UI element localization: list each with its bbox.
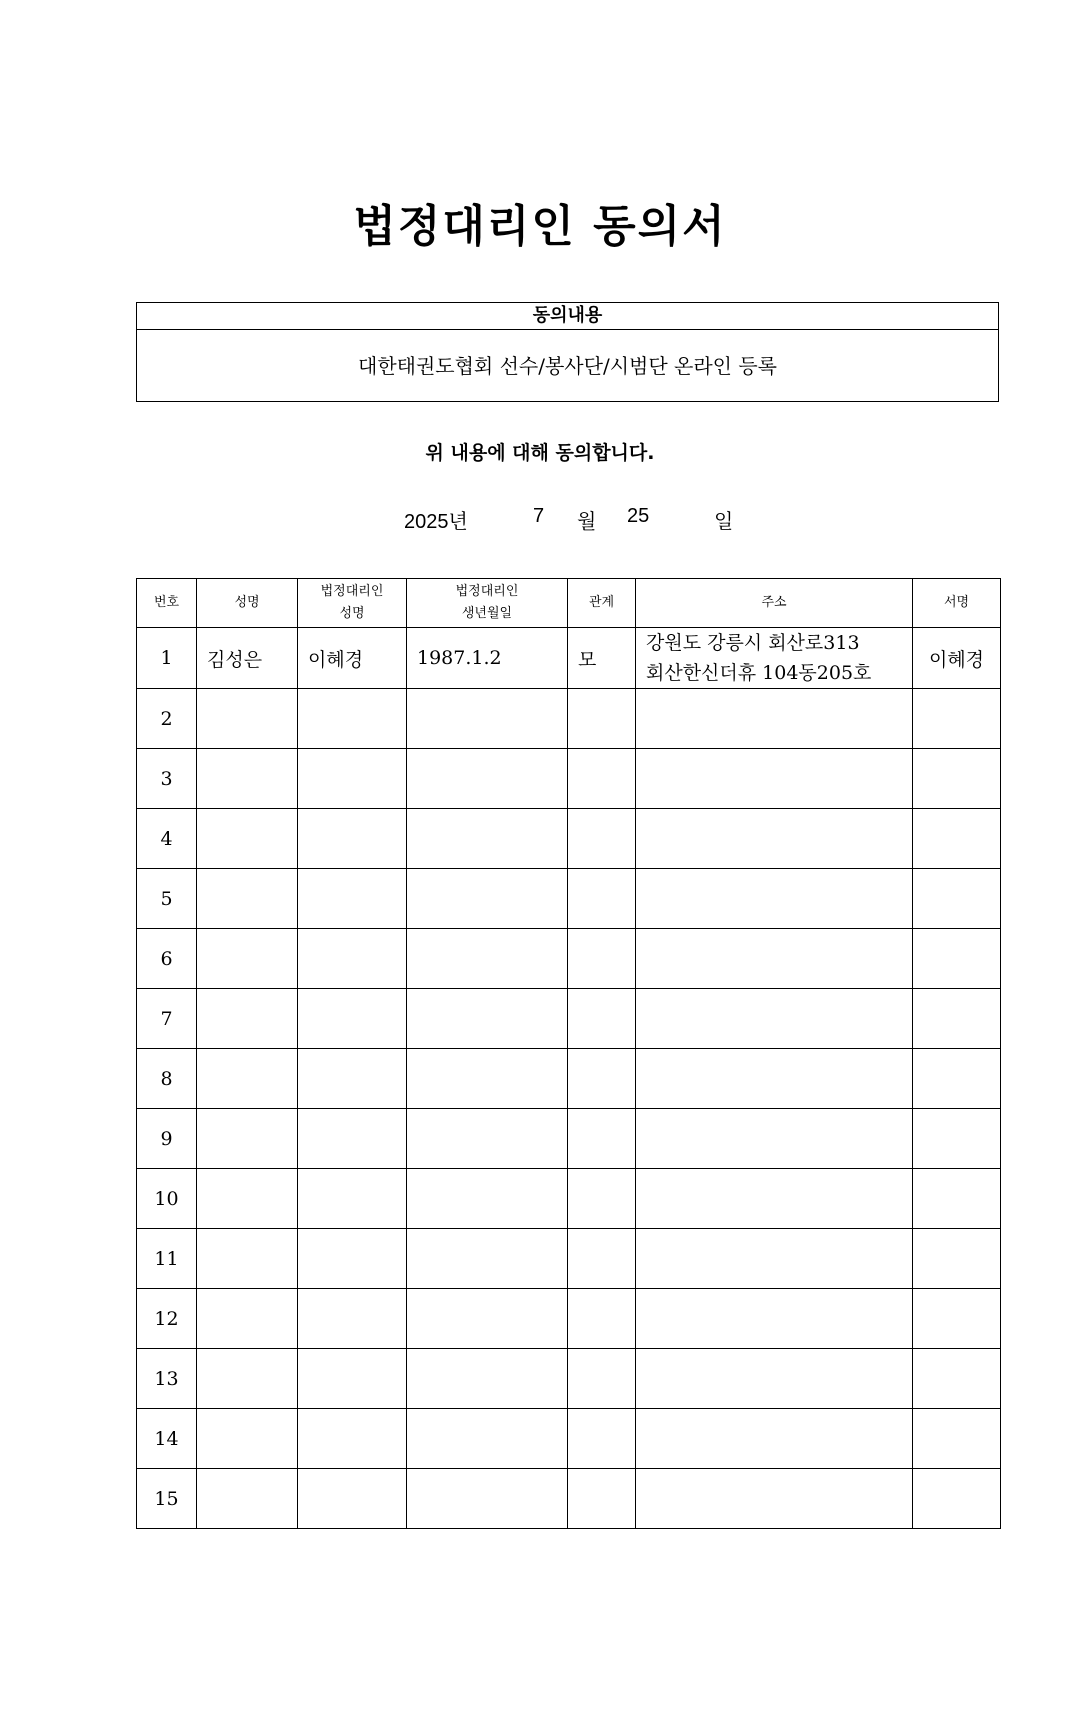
cell-name — [197, 869, 298, 929]
cell-signature — [913, 1109, 1001, 1169]
date-day-unit: 일 — [714, 511, 734, 533]
header-rep-birth-line1: 법정대리인 — [455, 584, 519, 599]
cell-rep-name — [298, 689, 407, 749]
cell-signature — [913, 1469, 1001, 1529]
cell-relation — [568, 1229, 636, 1289]
header-rep-birth-line2: 생년월일 — [461, 606, 513, 621]
cell-signature — [913, 809, 1001, 869]
cell-relation — [568, 1469, 636, 1529]
cell-name: 김성은 — [197, 628, 298, 689]
cell-signature — [913, 869, 1001, 929]
cell-rep-name — [298, 1409, 407, 1469]
cell-signature — [913, 1349, 1001, 1409]
cell-rep-name — [298, 1349, 407, 1409]
table-row — [137, 1229, 1001, 1289]
table-row — [137, 989, 1001, 1049]
representative-table — [136, 578, 1001, 1529]
date-month: 7 — [533, 505, 545, 527]
cell-signature — [913, 1169, 1001, 1229]
cell-rep-birth — [407, 929, 568, 989]
cell-relation — [568, 869, 636, 929]
consent-body: 대한태권도협회 선수/봉사단/시범단 온라인 등록 — [358, 354, 777, 378]
cell-name — [197, 1229, 298, 1289]
table-row — [137, 1409, 1001, 1469]
table-row — [137, 1049, 1001, 1109]
table-row — [137, 809, 1001, 869]
cell-name — [197, 1049, 298, 1109]
cell-signature — [913, 689, 1001, 749]
header-relation: 관계 — [568, 579, 636, 628]
cell-no: 11 — [137, 1229, 197, 1289]
table-row — [137, 1109, 1001, 1169]
cell-rep-name: 이혜경 — [298, 628, 407, 689]
cell-rep-birth — [407, 1349, 568, 1409]
cell-rep-birth — [407, 1409, 568, 1469]
cell-address — [636, 1349, 913, 1409]
cell-rep-name — [298, 989, 407, 1049]
header-rep-birth — [407, 579, 568, 628]
cell-name — [197, 1349, 298, 1409]
cell-rep-birth — [407, 1469, 568, 1529]
cell-address — [636, 869, 913, 929]
cell-rep-name — [298, 1289, 407, 1349]
cell-relation — [568, 1169, 636, 1229]
cell-rep-name — [298, 1169, 407, 1229]
cell-relation — [568, 989, 636, 1049]
cell-rep-name — [298, 1109, 407, 1169]
cell-relation: 모 — [568, 628, 636, 689]
cell-rep-name — [298, 1469, 407, 1529]
cell-address — [636, 1109, 913, 1169]
table-row — [137, 1289, 1001, 1349]
cell-name — [197, 1409, 298, 1469]
cell-rep-birth — [407, 749, 568, 809]
header-rep-name — [298, 579, 407, 628]
table-row — [137, 1469, 1001, 1529]
cell-name — [197, 809, 298, 869]
date-month-unit: 월 — [577, 511, 597, 533]
cell-signature — [913, 749, 1001, 809]
table-row — [137, 749, 1001, 809]
consent-header: 동의내용 — [137, 303, 998, 330]
cell-address — [636, 1169, 913, 1229]
cell-name — [197, 1169, 298, 1229]
cell-no: 8 — [137, 1049, 197, 1109]
cell-rep-name — [298, 929, 407, 989]
cell-no: 12 — [137, 1289, 197, 1349]
cell-rep-birth — [407, 869, 568, 929]
cell-signature — [913, 1049, 1001, 1109]
consent-box — [136, 302, 999, 402]
header-name: 성명 — [197, 579, 298, 628]
cell-address — [636, 749, 913, 809]
cell-no: 6 — [137, 929, 197, 989]
cell-name — [197, 989, 298, 1049]
cell-address — [636, 1049, 913, 1109]
cell-no: 10 — [137, 1169, 197, 1229]
cell-address — [636, 628, 913, 689]
table-row — [137, 689, 1001, 749]
cell-no: 2 — [137, 689, 197, 749]
cell-rep-birth — [407, 1229, 568, 1289]
table-header-row — [137, 579, 1001, 628]
address-line2: 회산한신더휴 104동205호 — [646, 662, 872, 684]
header-rep-name-line1: 법정대리인 — [320, 584, 384, 599]
cell-rep-birth — [407, 689, 568, 749]
cell-rep-birth — [407, 1289, 568, 1349]
cell-rep-birth — [407, 1109, 568, 1169]
cell-signature — [913, 989, 1001, 1049]
cell-rep-name — [298, 869, 407, 929]
cell-signature: 이혜경 — [913, 628, 1001, 689]
cell-address — [636, 1229, 913, 1289]
cell-no: 1 — [137, 628, 197, 689]
cell-address — [636, 1409, 913, 1469]
cell-name — [197, 1289, 298, 1349]
cell-signature — [913, 1289, 1001, 1349]
cell-rep-name — [298, 1049, 407, 1109]
cell-no: 3 — [137, 749, 197, 809]
cell-address — [636, 929, 913, 989]
cell-address — [636, 689, 913, 749]
cell-rep-birth: 1987.1.2 — [407, 628, 568, 689]
document-title: 법정대리인 동의서 — [353, 201, 727, 252]
cell-name — [197, 689, 298, 749]
cell-relation — [568, 809, 636, 869]
cell-name — [197, 749, 298, 809]
header-address: 주소 — [636, 579, 913, 628]
cell-rep-birth — [407, 1049, 568, 1109]
table-row — [137, 628, 1001, 689]
table-row — [137, 1169, 1001, 1229]
cell-no: 15 — [137, 1469, 197, 1529]
cell-relation — [568, 689, 636, 749]
date-day: 25 — [627, 505, 650, 527]
header-no: 번호 — [137, 579, 197, 628]
cell-relation — [568, 1349, 636, 1409]
cell-rep-name — [298, 749, 407, 809]
cell-no: 14 — [137, 1409, 197, 1469]
cell-address — [636, 1469, 913, 1529]
cell-name — [197, 929, 298, 989]
agreement-statement: 위 내용에 대해 동의합니다. — [425, 442, 655, 464]
table-row — [137, 1349, 1001, 1409]
cell-rep-birth — [407, 989, 568, 1049]
cell-relation — [568, 1049, 636, 1109]
cell-rep-name — [298, 809, 407, 869]
cell-address — [636, 809, 913, 869]
table-row — [137, 869, 1001, 929]
cell-relation — [568, 929, 636, 989]
cell-no: 13 — [137, 1349, 197, 1409]
cell-no: 4 — [137, 809, 197, 869]
cell-name — [197, 1469, 298, 1529]
cell-signature — [913, 1229, 1001, 1289]
cell-signature — [913, 929, 1001, 989]
cell-no: 7 — [137, 989, 197, 1049]
cell-relation — [568, 1289, 636, 1349]
cell-rep-birth — [407, 809, 568, 869]
cell-relation — [568, 749, 636, 809]
cell-rep-name — [298, 1229, 407, 1289]
cell-name — [197, 1109, 298, 1169]
cell-relation — [568, 1109, 636, 1169]
cell-no: 9 — [137, 1109, 197, 1169]
cell-address — [636, 1289, 913, 1349]
cell-no: 5 — [137, 869, 197, 929]
address-line1: 강원도 강릉시 회산로313 — [646, 632, 860, 654]
header-signature: 서명 — [913, 579, 1001, 628]
cell-address — [636, 989, 913, 1049]
header-rep-name-line2: 성명 — [339, 606, 365, 621]
table-row — [137, 929, 1001, 989]
cell-rep-birth — [407, 1169, 568, 1229]
cell-signature — [913, 1409, 1001, 1469]
date-year: 2025년 — [404, 511, 468, 533]
cell-relation — [568, 1409, 636, 1469]
